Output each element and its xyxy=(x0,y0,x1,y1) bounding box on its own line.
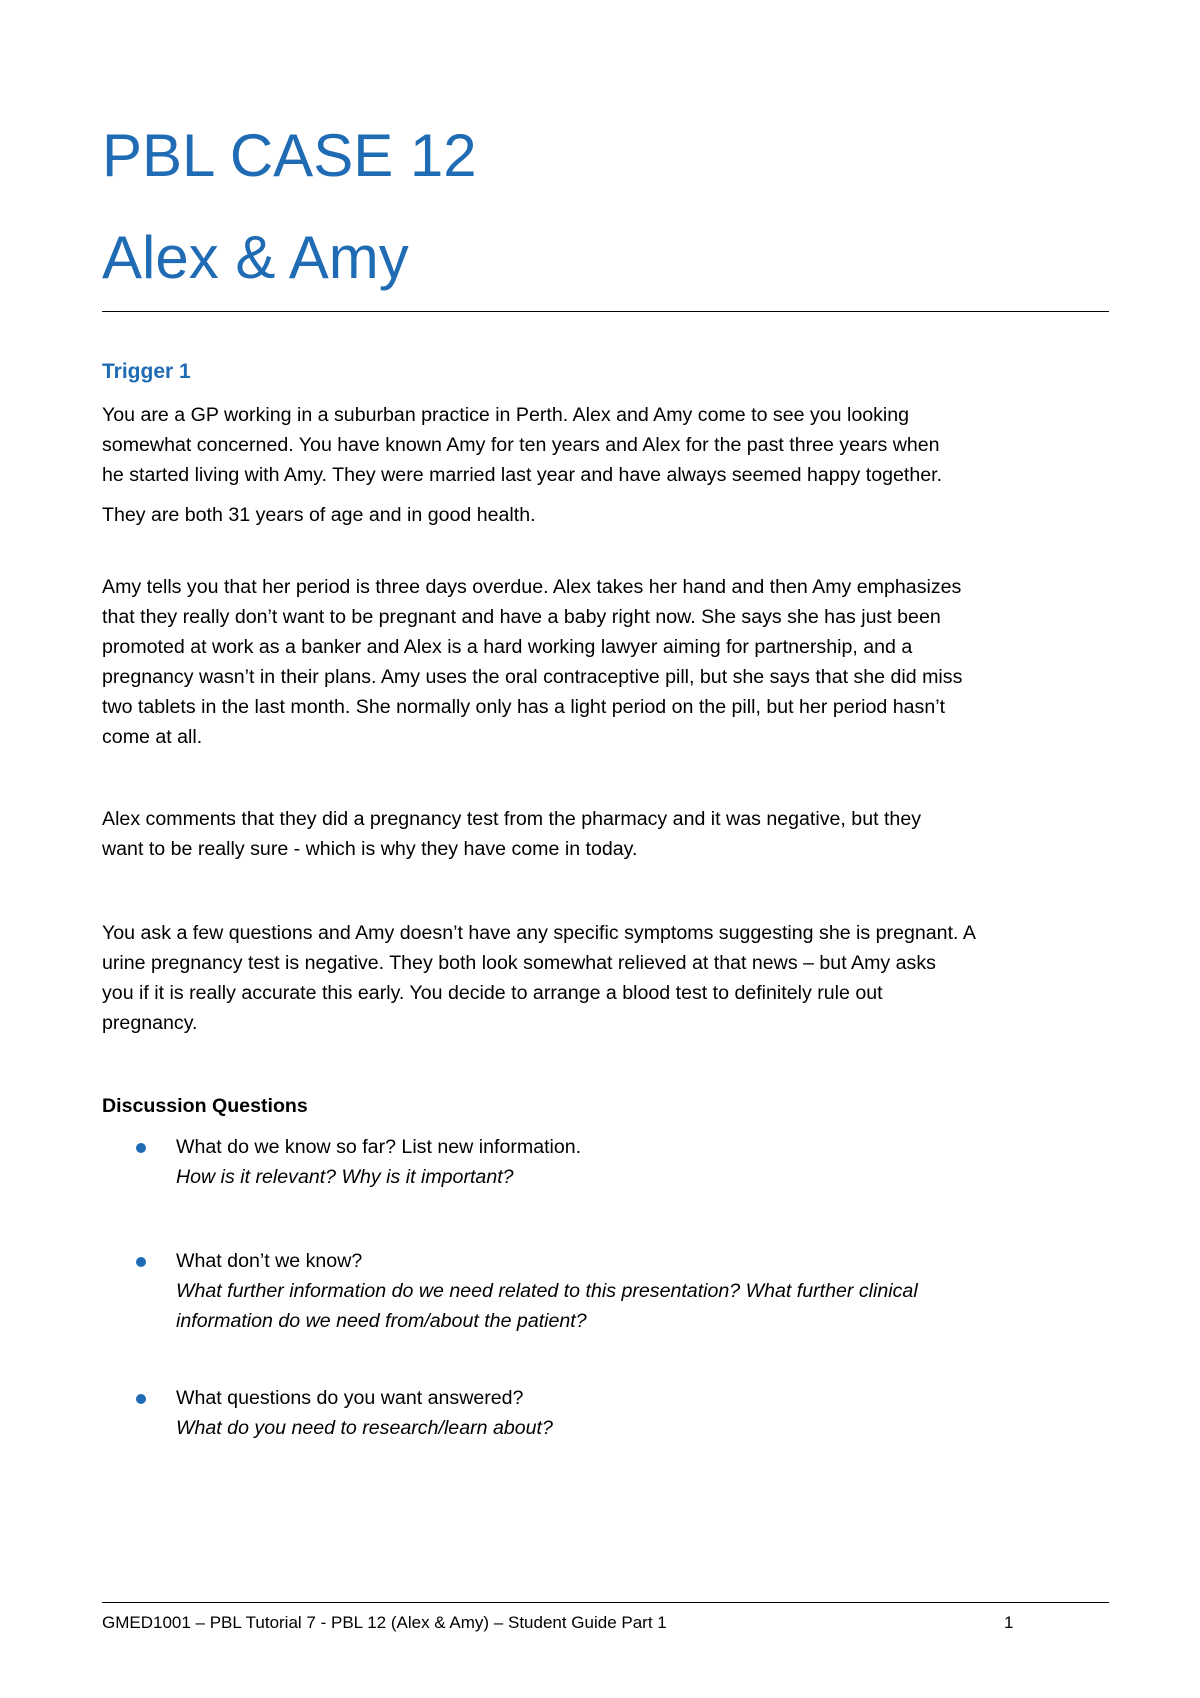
text-line: somewhat concerned. You have known Amy for ten years and Alex for the past three years when xyxy=(102,434,940,456)
question-label: What questions do you want answered? xyxy=(176,1387,524,1409)
text-line: pregnancy. xyxy=(102,1012,198,1034)
text-line: They are both 31 years of age and in good health. xyxy=(102,504,536,526)
header-divider xyxy=(102,311,1109,312)
text-line: come at all. xyxy=(102,726,203,748)
discussion-heading: Discussion Questions xyxy=(102,1095,308,1117)
trigger-heading: Trigger 1 xyxy=(102,360,191,383)
text-line: Amy tells you that her period is three days overdue. Alex takes her hand and then Amy emphasizes xyxy=(102,576,962,598)
case-title: PBL CASE 12 xyxy=(102,122,477,189)
text-line: promoted at work as a banker and Alex is a hard working lawyer aiming for partnership, and a xyxy=(102,636,913,658)
question-prompt: information do we need from/about the patient? xyxy=(176,1310,587,1332)
text-line: urine pregnancy test is negative. They both look somewhat relieved at that news – but Amy asks xyxy=(102,952,936,974)
text-line: you if it is really accurate this early. You decide to arrange a blood test to definitely rule out xyxy=(102,982,883,1004)
question-label: What don’t we know? xyxy=(176,1250,363,1272)
case-subtitle: Alex & Amy xyxy=(102,224,409,291)
question-text xyxy=(176,1383,553,1443)
trigger-paragraph xyxy=(102,400,1102,490)
text-line: he started living with Amy. They were married last year and have always seemed happy together. xyxy=(102,464,943,486)
text-line: that they really don’t want to be pregnant and have a baby right now. She says she has just been xyxy=(102,606,941,628)
trigger-paragraph xyxy=(102,918,1102,1038)
trigger-paragraph xyxy=(102,500,1102,530)
trigger-paragraph xyxy=(102,572,1102,752)
text-line: You ask a few questions and Amy doesn’t have any specific symptoms suggesting she is pregnant. A xyxy=(102,922,976,944)
text-line: two tablets in the last month. She normally only has a light period on the pill, but her period hasn’t xyxy=(102,696,946,718)
bullet-dot-icon xyxy=(136,1257,146,1267)
bullet-dot-icon xyxy=(136,1143,146,1153)
trigger-paragraph xyxy=(102,804,1102,864)
question-label: What do we know so far? List new information. xyxy=(176,1136,582,1158)
question-prompt: How is it relevant? Why is it important? xyxy=(176,1166,514,1188)
question-text xyxy=(176,1246,918,1336)
text-line: pregnancy wasn’t in their plans. Amy uses the oral contraceptive pill, but she says that she did miss xyxy=(102,666,963,688)
text-line: Alex comments that they did a pregnancy test from the pharmacy and it was negative, but they xyxy=(102,808,922,830)
bullet-dot-icon xyxy=(136,1394,146,1404)
question-prompt: What further information do we need related to this presentation? What further clinical xyxy=(176,1280,918,1302)
footer-divider xyxy=(102,1602,1109,1603)
text-line: You are a GP working in a suburban practice in Perth. Alex and Amy come to see you looking xyxy=(102,404,910,426)
footer-text: GMED1001 – PBL Tutorial 7 - PBL 12 (Alex & Amy) – Student Guide Part 1 xyxy=(102,1613,667,1632)
page-number: 1 xyxy=(1004,1613,1014,1632)
question-prompt: What do you need to research/learn about? xyxy=(176,1417,553,1439)
question-text xyxy=(176,1132,581,1192)
text-line: want to be really sure - which is why they have come in today. xyxy=(102,838,638,860)
